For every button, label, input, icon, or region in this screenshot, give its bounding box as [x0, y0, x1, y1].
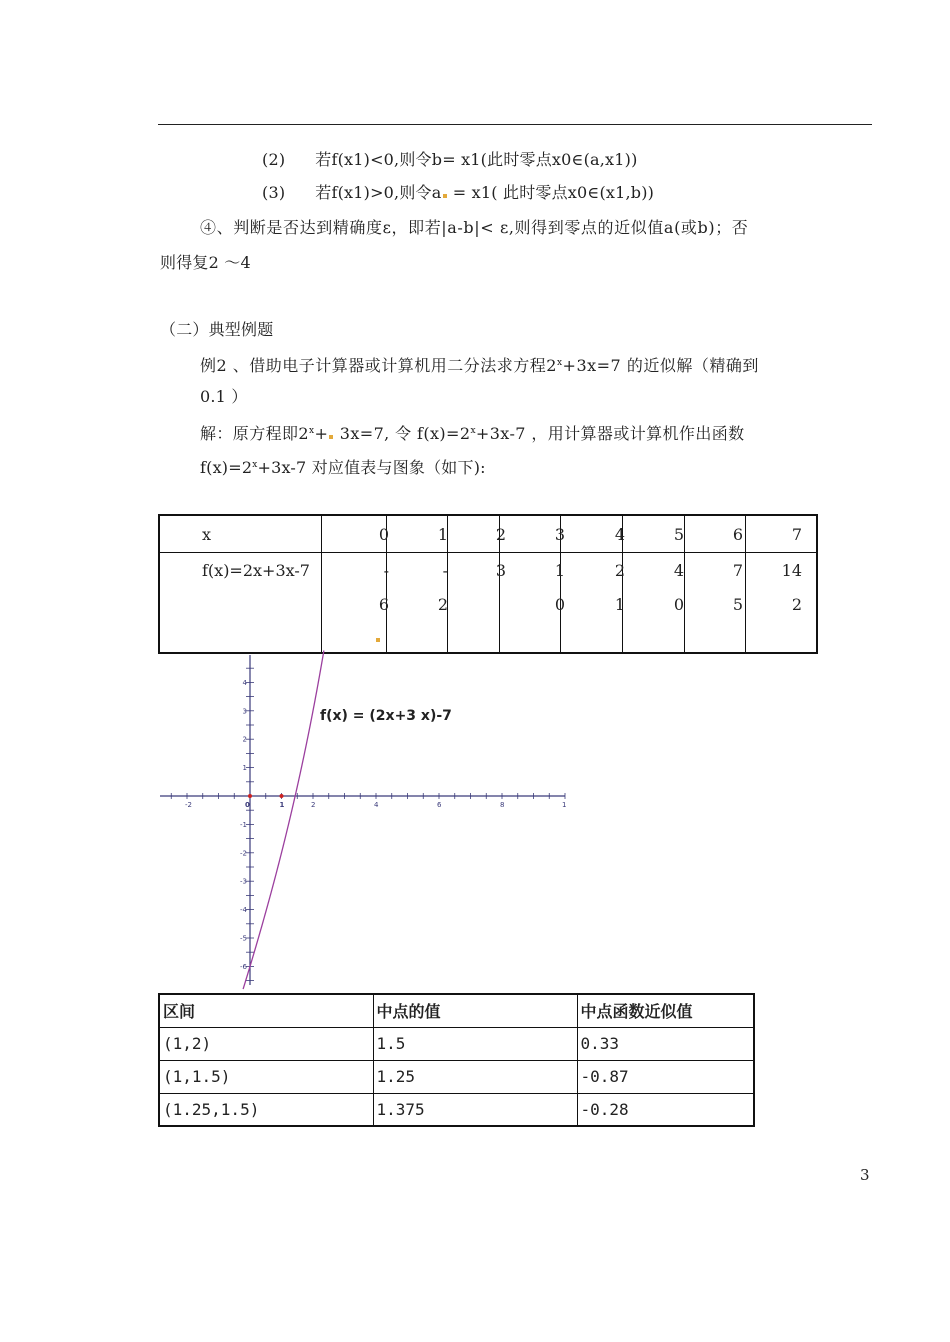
edit-mark — [443, 194, 447, 198]
value-table-col-divider — [321, 516, 322, 652]
x-tick-label: 1 — [279, 801, 285, 809]
value-table-col-divider — [745, 516, 746, 652]
function-graph — [160, 655, 565, 985]
value-table-x-cell: 0 — [378, 525, 389, 544]
example-sup: x — [556, 358, 563, 368]
solution-text-b: + — [314, 424, 329, 443]
table-cell: 0.33 — [577, 1027, 754, 1060]
step-3-number: (3) — [262, 183, 286, 202]
y-tick-label: 1 — [242, 764, 247, 773]
table-row — [159, 1027, 754, 1060]
edit-mark — [329, 435, 333, 439]
y-tick-label: 4 — [242, 678, 247, 687]
value-table-f-cell: 2 — [614, 561, 625, 580]
value-table-f-cell: 2 — [437, 595, 448, 614]
table-header-cell: 区间 — [159, 994, 373, 1027]
graph-function-label: f(x) = (2x+3 x)-7 — [320, 708, 452, 724]
step-3 — [262, 183, 654, 203]
example-line1 — [200, 353, 759, 376]
solution-text-a: 解：原方程即2 — [200, 424, 309, 443]
example-line2: 0.1 ） — [200, 387, 248, 406]
value-table-f-label: f(x)=2x+3x-7 — [202, 561, 310, 580]
table-cell: 1.5 — [373, 1027, 577, 1060]
solution-sup-2: x — [470, 426, 476, 436]
value-table-x-cell: 7 — [791, 525, 802, 544]
bisection-table — [158, 993, 755, 1127]
value-table-x-cell: 4 — [614, 525, 625, 544]
value-table-f-cell: 1 — [614, 595, 625, 614]
step-4-line1: ④、判断是否达到精确度ε，即若|a-b|< ε,则得到零点的近似值a(或b)；否 — [200, 218, 749, 237]
value-table-f-cell: 4 — [673, 561, 684, 580]
example-text-a: 例2 、借助电子计算器或计算机用二分法求方程2 — [200, 356, 557, 375]
table-header-cell: 中点函数近似值 — [577, 994, 754, 1027]
page-number: 3 — [860, 1166, 870, 1184]
table-cell: (1,1.5) — [159, 1060, 373, 1093]
value-table-x-cell: 3 — [554, 525, 565, 544]
solution-line1 — [200, 421, 745, 444]
x-tick-label: 1 — [562, 801, 567, 809]
section-heading: （二）典型例题 — [160, 320, 274, 339]
step-2-text: 若f(x1)<0,则令b= x1(此时零点x0∈(a,x1)) — [315, 150, 638, 169]
x-tick-label: 6 — [437, 801, 442, 809]
solution2-text-a: f(x)=2 — [200, 458, 253, 477]
x-tick-label: 2 — [311, 801, 316, 809]
table-header-cell: 中点的值 — [373, 994, 577, 1027]
table-cell: -0.87 — [577, 1060, 754, 1093]
value-table-f-cell: 0 — [554, 595, 565, 614]
value-table-x-cell: 2 — [495, 525, 506, 544]
y-tick-label: -1 — [240, 820, 247, 829]
x-tick-label: -2 — [185, 801, 192, 809]
value-table-f-cell: 2 — [791, 595, 802, 614]
step-2-number: (2) — [262, 150, 286, 169]
y-tick-label: 2 — [242, 735, 247, 744]
value-table-f-cell: 6 — [378, 595, 389, 614]
solution-text-d: +3x-7 ，用计算器或计算机作出函数 — [475, 424, 745, 443]
step-2 — [262, 150, 638, 170]
y-tick-label: -4 — [240, 906, 247, 915]
step-4-line2: 则得复2 ～4 — [160, 253, 251, 272]
table-cell: -0.28 — [577, 1093, 754, 1126]
function-curve — [243, 651, 324, 990]
y-tick-label: -5 — [240, 934, 247, 943]
step-3-text-b: = x1( 此时零点x0∈(x1,b)) — [447, 183, 655, 202]
origin-marker — [248, 794, 252, 798]
value-table-x-cell: 6 — [732, 525, 743, 544]
y-tick-label: -2 — [240, 849, 247, 858]
y-tick-label: -6 — [240, 962, 247, 971]
table-cell: (1,2) — [159, 1027, 373, 1060]
table-cell: 1.25 — [373, 1060, 577, 1093]
example-text-b: +3x=7 的近似解（精确到 — [562, 356, 759, 375]
step-3-text-a: 若f(x1)>0,则令a — [315, 183, 442, 202]
header-rule — [158, 124, 872, 125]
table-row — [159, 1093, 754, 1126]
value-table-x-label: x — [202, 525, 212, 544]
edit-mark — [376, 638, 380, 642]
solution-sup-1: x — [308, 426, 315, 436]
value-table-x-cell: 5 — [673, 525, 684, 544]
function-graph-svg — [160, 655, 565, 985]
value-table — [158, 514, 818, 654]
value-table-f-cell: 3 — [495, 561, 506, 580]
table-cell: (1.25,1.5) — [159, 1093, 373, 1126]
root-marker — [280, 794, 284, 798]
value-table-x-cell: 1 — [437, 525, 448, 544]
table-cell: 1.375 — [373, 1093, 577, 1126]
value-table-f-cell: 0 — [673, 595, 684, 614]
y-tick-label: 3 — [242, 707, 247, 716]
value-table-col-divider — [684, 516, 685, 652]
x-tick-label: 8 — [500, 801, 505, 809]
y-tick-label: -3 — [240, 877, 247, 886]
table-header-row — [159, 994, 754, 1027]
x-tick-label: 4 — [374, 801, 379, 809]
value-table-f-cell: 1 — [554, 561, 565, 580]
solution-line2 — [200, 455, 486, 478]
value-table-f-cell: - — [442, 561, 448, 580]
value-table-row-divider — [160, 552, 816, 553]
x-tick-label: 0 — [245, 801, 250, 809]
table-row — [159, 1060, 754, 1093]
value-table-f-cell: - — [383, 561, 389, 580]
value-table-f-cell: 14 — [781, 561, 802, 580]
value-table-f-cell: 5 — [732, 595, 743, 614]
solution-text-c: 3x=7, 令 f(x)=2 — [334, 424, 471, 443]
solution2-text-b: +3x-7 对应值表与图象（如下): — [257, 458, 486, 477]
solution2-sup: x — [252, 460, 258, 470]
value-table-f-cell: 7 — [732, 561, 743, 580]
